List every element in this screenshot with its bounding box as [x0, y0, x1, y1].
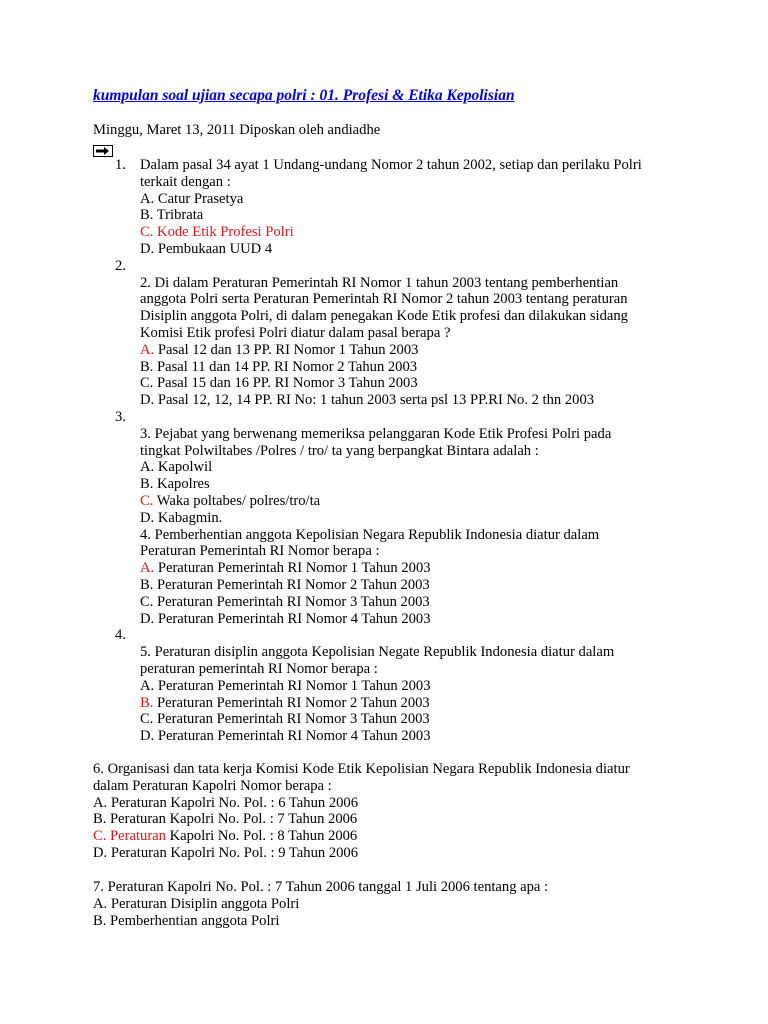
option-b — [140, 695, 675, 712]
option-a: A. Peraturan Pemerintah RI Nomor 1 Tahun 2003 — [140, 677, 431, 694]
option-b: B. Peraturan Pemerintah RI Nomor 2 Tahun 2003 — [140, 576, 430, 593]
list-number: 1. — [115, 157, 126, 173]
question-2 — [115, 258, 675, 409]
answer-marker: C. Peraturan — [93, 828, 166, 845]
option-b: B. Kapolres — [140, 476, 210, 493]
list-spacer — [140, 627, 675, 644]
option-b-text: Peraturan Pemerintah RI Nomor 2 Tahun 2003 — [153, 694, 430, 711]
option-d: D. Pembukaan UUD 4 — [140, 240, 273, 257]
question-text: peraturan pemerintah RI Nomor berapa : — [140, 660, 378, 677]
option-c-answer: C. Kode Etik Profesi Polri — [140, 224, 294, 241]
option-a: A. Kapolwil — [140, 459, 213, 476]
option-d: D. Peraturan Pemerintah RI Nomor 4 Tahun 2003 — [140, 728, 431, 745]
question-text: anggota Polri serta Peraturan Pemerintah RI Nomor 2 tahun 2003 tentang peraturan — [140, 291, 628, 308]
question-text: 6. Organisasi dan tata kerja Komisi Kode Etik Kepolisian Negara Republik Indonesia diatur — [93, 761, 630, 777]
option-c: C. Pasal 15 dan 16 PP. RI Nomor 3 Tahun 2003 — [140, 375, 418, 392]
option-a — [140, 342, 675, 359]
option-c — [140, 493, 675, 510]
answer-marker: A. — [140, 560, 155, 577]
option-d: D. Kabagmin. — [140, 509, 223, 526]
option-a: A. Peraturan Kapolri No. Pol. : 6 Tahun 2006 — [93, 794, 359, 811]
post-meta: Minggu, Maret 13, 2011 Diposkan oleh andiadhe — [93, 122, 381, 138]
question-text: 3. Pejabat yang berwenang memeriksa pelanggaran Kode Etik Profesi Polri pada — [140, 425, 612, 442]
answer-marker: A. — [140, 341, 155, 358]
list-number: 4. — [115, 627, 126, 644]
question-text: Dalam pasal 34 ayat 1 Undang-undang Nomor 2 tahun 2002, setiap dan perilaku Polri — [140, 157, 642, 173]
question-text: terkait dengan : — [140, 173, 231, 190]
question-text: tingkat Polwiltabes /Polres / tro/ ta yang berpangkat Bintara adalah : — [140, 442, 539, 459]
question-text: Peraturan Pemerintah RI Nomor berapa : — [140, 543, 380, 560]
question-6 — [93, 761, 713, 862]
option-b: B. Pemberhentian anggota Polri — [93, 912, 280, 929]
arrow-right-icon[interactable] — [93, 145, 113, 157]
question-text: 7. Peraturan Kapolri No. Pol. : 7 Tahun 2006 tanggal 1 Juli 2006 tentang apa : — [93, 879, 549, 895]
question-text: dalam Peraturan Kapolri Nomor berapa : — [93, 777, 332, 794]
question-7 — [93, 879, 713, 929]
option-a: A. Peraturan Disiplin anggota Polri — [93, 895, 300, 912]
option-a: A. Catur Prasetya — [140, 190, 244, 207]
question-text: Komisi Etik profesi Polri diatur dalam pasal berapa ? — [140, 324, 451, 341]
option-a-text: Pasal 12 dan 13 PP. RI Nomor 1 Tahun 2003 — [154, 341, 419, 358]
option-b: B. Tribrata — [140, 207, 204, 224]
list-number: 3. — [115, 408, 126, 425]
answer-marker: C. — [140, 492, 154, 509]
option-c: C. Peraturan Pemerintah RI Nomor 3 Tahun 2003 — [140, 593, 430, 610]
question-text: 2. Di dalam Peraturan Pemerintah RI Nomor 1 tahun 2003 tentang pemberhentian — [140, 274, 619, 291]
option-d: D. Peraturan Pemerintah RI Nomor 4 Tahun 2003 — [140, 610, 431, 627]
question-text: Disiplin anggota Polri, di dalam penegakan Kode Etik profesi dan dilakukan sidang — [140, 308, 628, 325]
question-text: 5. Peraturan disiplin anggota Kepolisian Negate Republik Indonesia diatur dalam — [140, 644, 615, 661]
option-c-text: Waka poltabes/ polres/tro/ta — [153, 492, 321, 509]
option-a-text: Peraturan Pemerintah RI Nomor 1 Tahun 2003 — [154, 560, 431, 577]
answer-marker: B. — [140, 694, 154, 711]
list-spacer — [140, 258, 675, 275]
option-d: D. Peraturan Kapolri No. Pol. : 9 Tahun 2006 — [93, 844, 359, 861]
post-title-link[interactable]: kumpulan soal ujian secapa polri : 01. Profesi & Etika Kepolisian — [93, 87, 515, 104]
option-c — [93, 828, 713, 845]
option-a — [140, 560, 675, 577]
option-d: D. Pasal 12, 12, 14 PP. RI No: 1 tahun 2003 serta psl 13 PP.RI No. 2 thn 2003 — [140, 392, 595, 409]
list-spacer — [140, 409, 675, 426]
question-1 — [115, 157, 675, 258]
option-c-text: Kapolri No. Pol. : 8 Tahun 2006 — [165, 828, 358, 845]
question-4 — [115, 627, 675, 745]
question-text: 4. Pemberhentian anggota Kepolisian Negara Republik Indonesia diatur dalam — [140, 526, 600, 543]
question-list — [115, 157, 675, 745]
question-3 — [115, 409, 675, 627]
option-b: B. Peraturan Kapolri No. Pol. : 7 Tahun 2006 — [93, 811, 358, 828]
list-number: 2. — [115, 257, 126, 274]
option-c: C. Peraturan Pemerintah RI Nomor 3 Tahun 2003 — [140, 711, 430, 728]
option-b: B. Pasal 11 dan 14 PP. RI Nomor 2 Tahun 2003 — [140, 358, 418, 375]
